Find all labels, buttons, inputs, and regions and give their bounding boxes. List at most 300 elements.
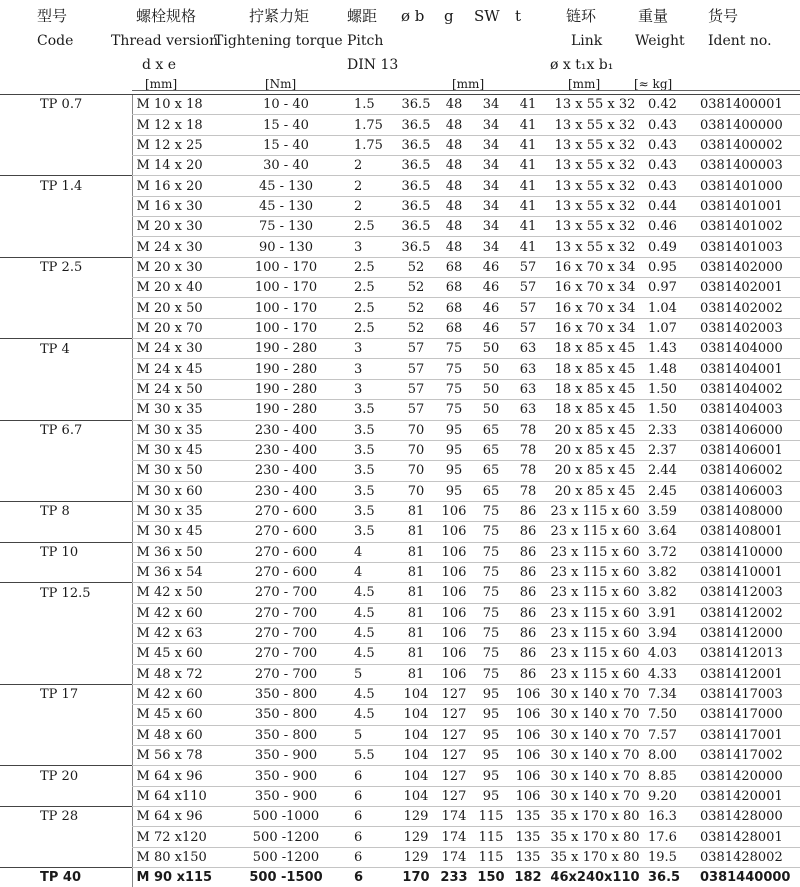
table-body — [0, 95, 800, 887]
cell-weight: 19.5 — [644, 847, 698, 867]
table-row — [0, 400, 800, 420]
cell-g: 127 — [436, 705, 472, 725]
cell-ident: 0381404001 — [698, 359, 800, 379]
cell-t: 86 — [510, 644, 546, 664]
cell-g: 68 — [436, 298, 472, 318]
cell-code — [0, 644, 132, 664]
cell-link: 30 x 140 x 70 — [546, 705, 644, 725]
cell-pitch: 3.5 — [346, 420, 396, 440]
cell-torque: 350 - 800 — [234, 705, 346, 725]
col-code-cn: 型号 — [37, 8, 67, 24]
cell-thread: M 64 x 96 — [132, 766, 234, 786]
cell-link: 16 x 70 x 34 — [546, 298, 644, 318]
cell-torque: 350 - 800 — [234, 684, 346, 704]
cell-g: 106 — [436, 542, 472, 562]
cell-thread: M 56 x 78 — [132, 746, 234, 766]
cell-t: 182 — [510, 868, 546, 887]
cell-code — [0, 603, 132, 623]
cell-code: TP 8 — [0, 501, 132, 521]
cell-link: 30 x 140 x 70 — [546, 725, 644, 745]
cell-ident: 0381404003 — [698, 400, 800, 420]
cell-thread: M 72 x120 — [132, 827, 234, 847]
cell-sw: 95 — [472, 684, 510, 704]
cell-link: 13 x 55 x 32 — [546, 196, 644, 216]
cell-code — [0, 196, 132, 216]
cell-sw: 46 — [472, 318, 510, 338]
cell-pitch: 3.5 — [346, 461, 396, 481]
cell-sw: 34 — [472, 156, 510, 176]
cell-torque: 350 - 900 — [234, 766, 346, 786]
cell-sw: 34 — [472, 95, 510, 115]
cell-sw: 46 — [472, 257, 510, 277]
cell-torque: 270 - 600 — [234, 562, 346, 582]
cell-b: 70 — [396, 440, 436, 460]
cell-ident: 0381412013 — [698, 644, 800, 664]
cell-b: 81 — [396, 522, 436, 542]
cell-thread: M 16 x 30 — [132, 196, 234, 216]
cell-t: 106 — [510, 684, 546, 704]
cell-sw: 75 — [472, 583, 510, 603]
cell-g: 106 — [436, 623, 472, 643]
cell-g: 106 — [436, 644, 472, 664]
cell-t: 86 — [510, 583, 546, 603]
cell-sw: 50 — [472, 359, 510, 379]
table-row — [0, 257, 800, 277]
table-row — [0, 420, 800, 440]
cell-sw: 115 — [472, 847, 510, 867]
cell-torque: 10 - 40 — [234, 95, 346, 115]
cell-b: 70 — [396, 481, 436, 501]
cell-t: 41 — [510, 135, 546, 155]
cell-ident: 0381412001 — [698, 664, 800, 684]
table-row — [0, 461, 800, 481]
cell-g: 48 — [436, 95, 472, 115]
cell-g: 174 — [436, 847, 472, 867]
table-row — [0, 339, 800, 359]
cell-ident: 0381440000 — [698, 868, 800, 887]
cell-link: 23 x 115 x 60 — [546, 623, 644, 643]
cell-g: 75 — [436, 359, 472, 379]
cell-weight: 36.5 — [644, 868, 698, 887]
cell-thread: M 30 x 35 — [132, 501, 234, 521]
cell-t: 63 — [510, 379, 546, 399]
cell-code — [0, 156, 132, 176]
cell-torque: 350 - 800 — [234, 725, 346, 745]
cell-ident: 0381420001 — [698, 786, 800, 806]
cell-link: 30 x 140 x 70 — [546, 684, 644, 704]
cell-t: 41 — [510, 217, 546, 237]
cell-t: 57 — [510, 257, 546, 277]
cell-weight: 1.07 — [644, 318, 698, 338]
col-thread-cn: 螺栓规格 — [136, 8, 196, 24]
cell-link: 20 x 85 x 45 — [546, 420, 644, 440]
cell-sw: 75 — [472, 501, 510, 521]
cell-thread: M 90 x115 — [132, 868, 234, 887]
cell-thread: M 42 x 50 — [132, 583, 234, 603]
cell-torque: 190 - 280 — [234, 339, 346, 359]
cell-sw: 115 — [472, 827, 510, 847]
cell-thread: M 24 x 50 — [132, 379, 234, 399]
cell-sw: 34 — [472, 237, 510, 257]
col-weight-en: Weight — [635, 33, 685, 49]
cell-t: 78 — [510, 420, 546, 440]
cell-link: 30 x 140 x 70 — [546, 746, 644, 766]
cell-torque: 230 - 400 — [234, 481, 346, 501]
cell-b: 36.5 — [396, 95, 436, 115]
cell-t: 41 — [510, 237, 546, 257]
cell-pitch: 6 — [346, 847, 396, 867]
cell-sw: 50 — [472, 400, 510, 420]
table-row — [0, 156, 800, 176]
cell-torque: 230 - 400 — [234, 420, 346, 440]
cell-thread: M 24 x 30 — [132, 237, 234, 257]
cell-thread: M 30 x 50 — [132, 461, 234, 481]
cell-code — [0, 827, 132, 847]
cell-weight: 3.64 — [644, 522, 698, 542]
cell-thread: M 64 x 96 — [132, 807, 234, 827]
cell-b: 70 — [396, 461, 436, 481]
cell-weight: 7.50 — [644, 705, 698, 725]
cell-g: 106 — [436, 583, 472, 603]
cell-weight: 3.82 — [644, 583, 698, 603]
cell-t: 78 — [510, 440, 546, 460]
cell-pitch: 2.5 — [346, 298, 396, 318]
cell-link: 30 x 140 x 70 — [546, 766, 644, 786]
cell-b: 104 — [396, 786, 436, 806]
table-row — [0, 196, 800, 216]
cell-code — [0, 135, 132, 155]
cell-thread: M 30 x 35 — [132, 400, 234, 420]
cell-code: TP 17 — [0, 684, 132, 704]
cell-code — [0, 217, 132, 237]
cell-g: 48 — [436, 237, 472, 257]
cell-link: 16 x 70 x 34 — [546, 318, 644, 338]
cell-t: 78 — [510, 461, 546, 481]
cell-b: 36.5 — [396, 217, 436, 237]
cell-sw: 75 — [472, 603, 510, 623]
cell-sw: 75 — [472, 644, 510, 664]
cell-b: 104 — [396, 766, 436, 786]
cell-sw: 75 — [472, 562, 510, 582]
cell-sw: 75 — [472, 623, 510, 643]
cell-pitch: 4.5 — [346, 603, 396, 623]
cell-t: 86 — [510, 501, 546, 521]
cell-torque: 100 - 170 — [234, 318, 346, 338]
cell-b: 170 — [396, 868, 436, 887]
cell-code — [0, 664, 132, 684]
cell-weight: 0.95 — [644, 257, 698, 277]
table-row — [0, 725, 800, 745]
cell-pitch: 2.5 — [346, 318, 396, 338]
cell-torque: 90 - 130 — [234, 237, 346, 257]
col-torque-cn: 拧紧力矩 — [249, 8, 309, 24]
cell-g: 48 — [436, 217, 472, 237]
cell-thread: M 48 x 60 — [132, 725, 234, 745]
cell-code: TP 2.5 — [0, 257, 132, 277]
cell-sw: 75 — [472, 664, 510, 684]
cell-link: 13 x 55 x 32 — [546, 115, 644, 135]
cell-b: 70 — [396, 420, 436, 440]
cell-t: 86 — [510, 664, 546, 684]
cell-g: 127 — [436, 786, 472, 806]
table-row — [0, 135, 800, 155]
cell-torque: 15 - 40 — [234, 115, 346, 135]
cell-sw: 95 — [472, 766, 510, 786]
cell-torque: 230 - 400 — [234, 440, 346, 460]
cell-thread: M 30 x 45 — [132, 522, 234, 542]
cell-g: 127 — [436, 684, 472, 704]
cell-thread: M 36 x 54 — [132, 562, 234, 582]
cell-code: TP 28 — [0, 807, 132, 827]
cell-ident: 0381412000 — [698, 623, 800, 643]
cell-pitch: 4.5 — [346, 684, 396, 704]
cell-g: 127 — [436, 766, 472, 786]
cell-code — [0, 115, 132, 135]
table-row — [0, 359, 800, 379]
cell-code — [0, 400, 132, 420]
cell-torque: 270 - 700 — [234, 623, 346, 643]
cell-link: 23 x 115 x 60 — [546, 583, 644, 603]
cell-pitch: 4.5 — [346, 623, 396, 643]
col-ident-cn: 货号 — [708, 8, 738, 24]
cell-ident: 0381417003 — [698, 684, 800, 704]
cell-ident: 0381402000 — [698, 257, 800, 277]
table-row — [0, 644, 800, 664]
cell-pitch: 3.5 — [346, 481, 396, 501]
cell-pitch: 3 — [346, 339, 396, 359]
cell-t: 41 — [510, 176, 546, 196]
cell-code: TP 0.7 — [0, 95, 132, 115]
cell-ident: 0381401002 — [698, 217, 800, 237]
cell-thread: M 30 x 35 — [132, 420, 234, 440]
cell-link: 18 x 85 x 45 — [546, 359, 644, 379]
cell-torque: 190 - 280 — [234, 400, 346, 420]
cell-t: 106 — [510, 786, 546, 806]
cell-b: 81 — [396, 644, 436, 664]
cell-torque: 500 -1200 — [234, 847, 346, 867]
cell-sw: 34 — [472, 176, 510, 196]
cell-pitch: 3.5 — [346, 522, 396, 542]
table-row — [0, 176, 800, 196]
col-link-cn: 链环 — [566, 8, 596, 24]
cell-pitch: 3.5 — [346, 400, 396, 420]
cell-thread: M 42 x 60 — [132, 603, 234, 623]
cell-ident: 0381401001 — [698, 196, 800, 216]
cell-sw: 65 — [472, 440, 510, 460]
cell-code: TP 20 — [0, 766, 132, 786]
table-row — [0, 583, 800, 603]
col-link-dims: ø x t₁x b₁ — [550, 57, 613, 73]
cell-t: 41 — [510, 156, 546, 176]
cell-pitch: 2.5 — [346, 278, 396, 298]
cell-weight: 2.45 — [644, 481, 698, 501]
unit-dims: [mm] — [452, 76, 484, 92]
cell-code — [0, 359, 132, 379]
cell-link: 20 x 85 x 45 — [546, 481, 644, 501]
cell-link: 13 x 55 x 32 — [546, 135, 644, 155]
cell-t: 78 — [510, 481, 546, 501]
table-row — [0, 95, 800, 115]
col-sw-cn: SW — [474, 8, 500, 24]
cell-thread: M 20 x 50 — [132, 298, 234, 318]
cell-g: 106 — [436, 562, 472, 582]
cell-t: 86 — [510, 603, 546, 623]
cell-link: 20 x 85 x 45 — [546, 461, 644, 481]
cell-b: 81 — [396, 501, 436, 521]
cell-ident: 0381417001 — [698, 725, 800, 745]
cell-link: 23 x 115 x 60 — [546, 603, 644, 623]
cell-weight: 7.57 — [644, 725, 698, 745]
table-row — [0, 440, 800, 460]
cell-pitch: 4.5 — [346, 705, 396, 725]
cell-t: 135 — [510, 807, 546, 827]
cell-link: 23 x 115 x 60 — [546, 501, 644, 521]
cell-ident: 0381402002 — [698, 298, 800, 318]
cell-t: 41 — [510, 115, 546, 135]
cell-b: 81 — [396, 603, 436, 623]
col-link-en: Link — [571, 33, 602, 49]
cell-link: 13 x 55 x 32 — [546, 156, 644, 176]
cell-link: 13 x 55 x 32 — [546, 217, 644, 237]
cell-t: 63 — [510, 359, 546, 379]
cell-b: 81 — [396, 583, 436, 603]
cell-torque: 500 -1500 — [234, 868, 346, 887]
cell-g: 174 — [436, 827, 472, 847]
cell-b: 57 — [396, 379, 436, 399]
cell-pitch: 6 — [346, 766, 396, 786]
cell-sw: 65 — [472, 420, 510, 440]
cell-b: 36.5 — [396, 237, 436, 257]
cell-g: 174 — [436, 807, 472, 827]
cell-g: 75 — [436, 339, 472, 359]
col-torque-en: Tightening torque — [214, 33, 343, 49]
cell-t: 86 — [510, 522, 546, 542]
cell-weight: 9.20 — [644, 786, 698, 806]
cell-ident: 0381412002 — [698, 603, 800, 623]
cell-t: 135 — [510, 827, 546, 847]
cell-thread: M 16 x 20 — [132, 176, 234, 196]
cell-code — [0, 237, 132, 257]
col-g-cn: g — [444, 8, 454, 24]
cell-torque: 45 - 130 — [234, 196, 346, 216]
cell-b: 104 — [396, 746, 436, 766]
cell-ident: 0381406001 — [698, 440, 800, 460]
cell-ident: 0381400001 — [698, 95, 800, 115]
cell-ident: 0381404002 — [698, 379, 800, 399]
cell-pitch: 3 — [346, 237, 396, 257]
table-row — [0, 562, 800, 582]
cell-weight: 0.42 — [644, 95, 698, 115]
cell-thread: M 30 x 60 — [132, 481, 234, 501]
cell-pitch: 3.5 — [346, 440, 396, 460]
cell-thread: M 12 x 18 — [132, 115, 234, 135]
cell-g: 95 — [436, 420, 472, 440]
cell-code — [0, 725, 132, 745]
cell-b: 57 — [396, 400, 436, 420]
cell-ident: 0381410001 — [698, 562, 800, 582]
table-row — [0, 766, 800, 786]
cell-code — [0, 461, 132, 481]
table-row — [0, 786, 800, 806]
cell-ident: 0381420000 — [698, 766, 800, 786]
cell-sw: 75 — [472, 522, 510, 542]
col-t-cn: t — [515, 8, 521, 24]
cell-pitch: 6 — [346, 868, 396, 887]
cell-torque: 270 - 700 — [234, 603, 346, 623]
cell-thread: M 42 x 63 — [132, 623, 234, 643]
cell-link: 18 x 85 x 45 — [546, 400, 644, 420]
cell-pitch: 1.75 — [346, 115, 396, 135]
cell-g: 95 — [436, 440, 472, 460]
cell-sw: 65 — [472, 461, 510, 481]
cell-g: 48 — [436, 135, 472, 155]
cell-sw: 95 — [472, 705, 510, 725]
cell-link: 35 x 170 x 80 — [546, 847, 644, 867]
cell-weight: 0.43 — [644, 135, 698, 155]
cell-torque: 100 - 170 — [234, 278, 346, 298]
unit-link: [mm] — [568, 76, 600, 92]
col-code-en: Code — [37, 33, 73, 49]
cell-thread: M 10 x 18 — [132, 95, 234, 115]
cell-sw: 50 — [472, 339, 510, 359]
cell-b: 81 — [396, 562, 436, 582]
cell-ident: 0381417000 — [698, 705, 800, 725]
cell-weight: 8.00 — [644, 746, 698, 766]
cell-weight: 3.82 — [644, 562, 698, 582]
cell-thread: M 24 x 30 — [132, 339, 234, 359]
cell-t: 63 — [510, 400, 546, 420]
table-row — [0, 217, 800, 237]
cell-ident: 0381406003 — [698, 481, 800, 501]
cell-pitch: 3 — [346, 379, 396, 399]
cell-g: 75 — [436, 379, 472, 399]
cell-weight: 4.03 — [644, 644, 698, 664]
cell-g: 48 — [436, 156, 472, 176]
cell-g: 127 — [436, 725, 472, 745]
table-row — [0, 379, 800, 399]
cell-ident: 0381428000 — [698, 807, 800, 827]
cell-sw: 75 — [472, 542, 510, 562]
cell-thread: M 45 x 60 — [132, 705, 234, 725]
cell-torque: 500 -1200 — [234, 827, 346, 847]
cell-torque: 100 - 170 — [234, 298, 346, 318]
cell-weight: 1.50 — [644, 379, 698, 399]
cell-code — [0, 746, 132, 766]
cell-link: 23 x 115 x 60 — [546, 542, 644, 562]
cell-b: 129 — [396, 807, 436, 827]
cell-weight: 1.50 — [644, 400, 698, 420]
cell-weight: 4.33 — [644, 664, 698, 684]
cell-g: 106 — [436, 522, 472, 542]
cell-link: 16 x 70 x 34 — [546, 257, 644, 277]
cell-pitch: 2 — [346, 176, 396, 196]
cell-pitch: 1.5 — [346, 95, 396, 115]
table-row — [0, 278, 800, 298]
cell-t: 86 — [510, 562, 546, 582]
cell-ident: 0381400000 — [698, 115, 800, 135]
cell-torque: 270 - 600 — [234, 522, 346, 542]
header-divider — [132, 90, 800, 91]
table-row — [0, 115, 800, 135]
cell-ident: 0381408001 — [698, 522, 800, 542]
cell-link: 16 x 70 x 34 — [546, 278, 644, 298]
cell-torque: 230 - 400 — [234, 461, 346, 481]
cell-code: TP 6.7 — [0, 420, 132, 440]
cell-code — [0, 278, 132, 298]
cell-torque: 30 - 40 — [234, 156, 346, 176]
cell-sw: 46 — [472, 298, 510, 318]
cell-torque: 190 - 280 — [234, 359, 346, 379]
